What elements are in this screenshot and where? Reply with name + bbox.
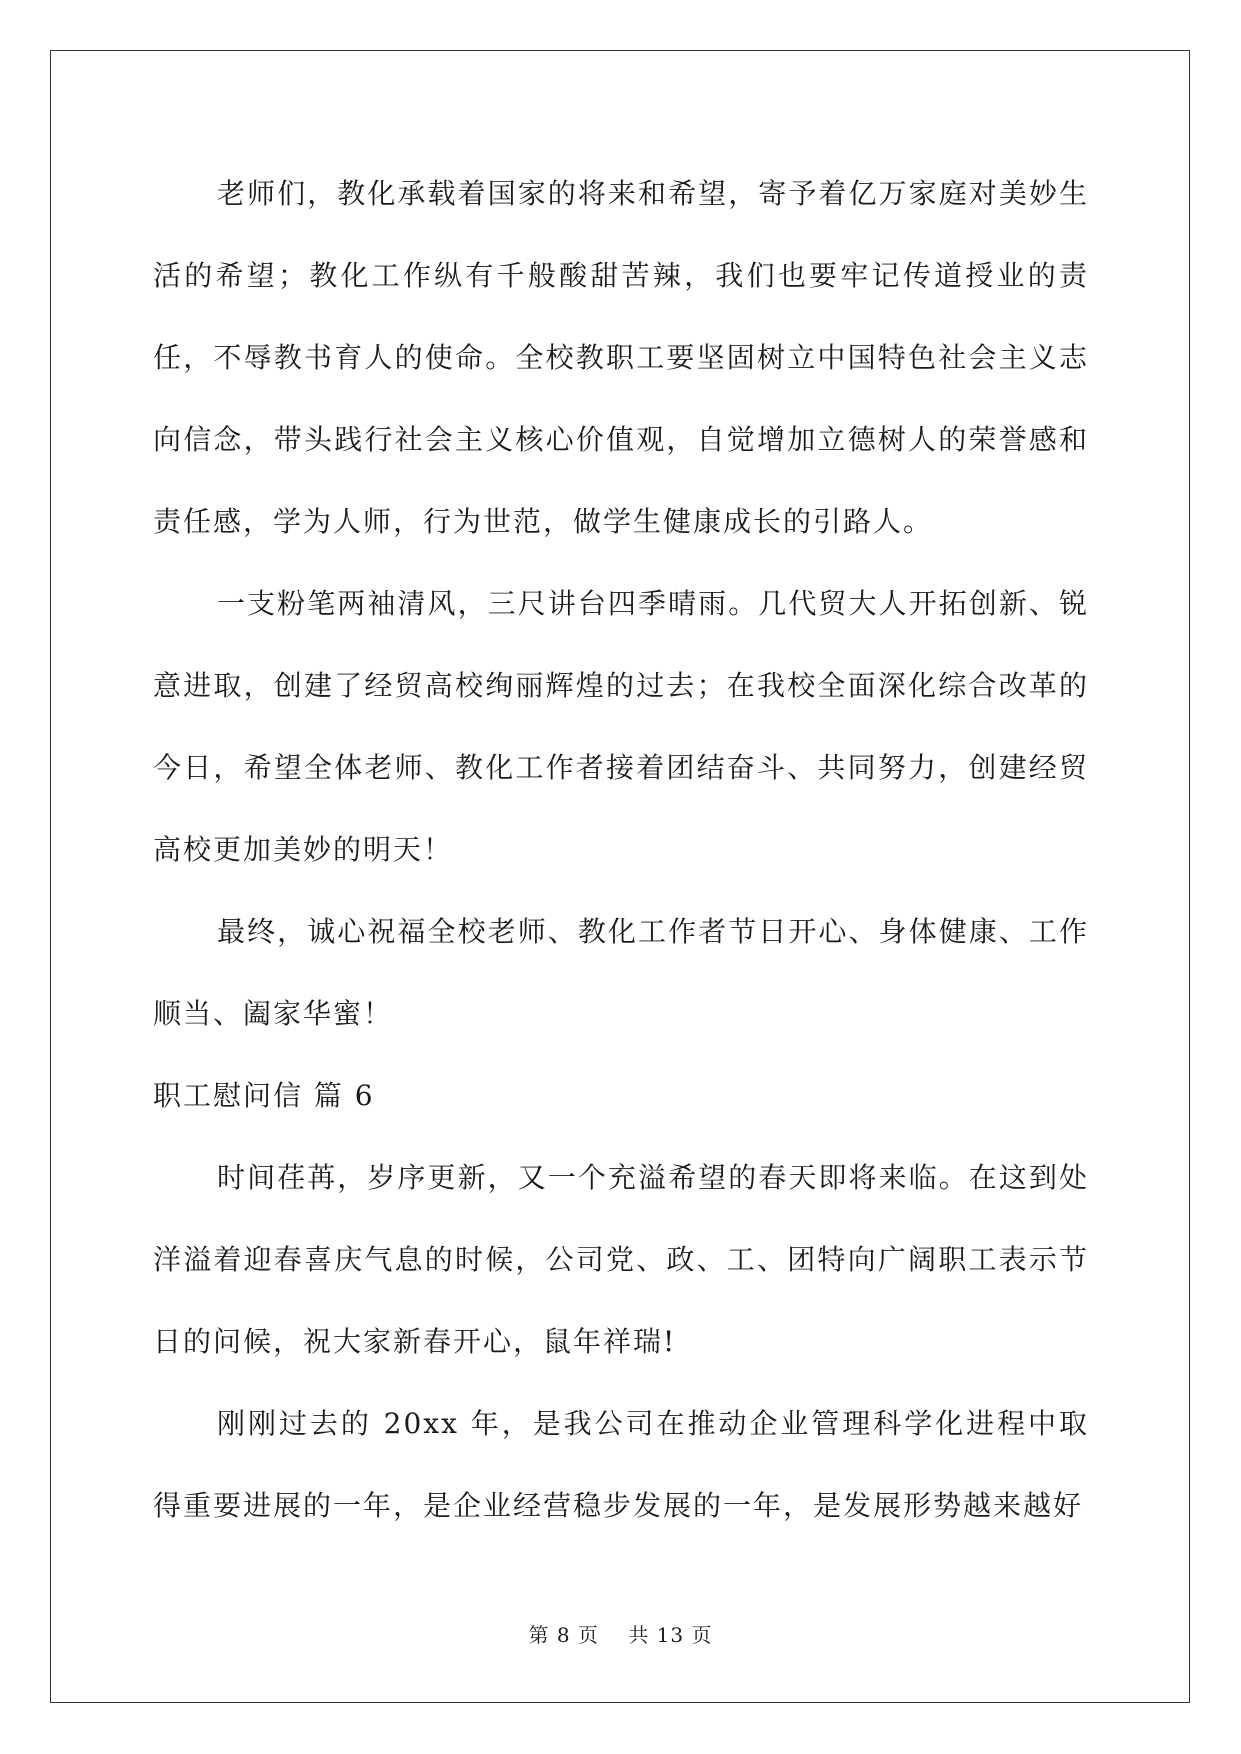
paragraph-spring-greeting: 时间荏苒，岁序更新，又一个充溢希望的春天即将来临。在这到处洋溢着迎春喜庆气息的时候，公司党、政、工、团特向广阔职工表示节日的问候，祝大家新春开心，鼠年祥瑞! — [153, 1161, 1089, 1358]
paragraph-chalk-and-podium: 一支粉笔两袖清风，三尺讲台四季晴雨。几代贸大人开拓创新、锐意进取，创建了经贸高校绚丽辉煌的过去；在我校全面深化综合改革的今日，希望全体老师、教化工作者接着团结奋斗、共同努力，创建经贸高校更加美妙的明天！ — [153, 587, 1089, 866]
section-heading: 职工慰问信 篇 6 — [153, 1079, 375, 1112]
paragraph-final-wishes: 最终，诚心祝福全校老师、教化工作者节日开心、身体健康、工作顺当、阖家华蜜！ — [153, 915, 1089, 1030]
page-total: 共 13 页 — [628, 1623, 713, 1647]
paragraph-teachers-mission: 老师们，教化承载着国家的将来和希望，寄予着亿万家庭对美妙生活的希望；教化工作纵有千般酸甜苦辣，我们也要牢记传道授业的责任，不辱教书育人的使命。全校教职工要坚固树立中国特色社会主义志向信念，带头践行社会主义核心价值观，自觉增加立德树人的荣誉感和责任感，学为人师，行为世范，做学生健康成长的引路人。 — [153, 177, 1089, 538]
page-footer — [0, 1619, 1241, 1648]
document-body — [153, 153, 1089, 1547]
page-number: 第 8 页 — [528, 1623, 599, 1647]
paragraph-year-review: 刚刚过去的 20xx 年，是我公司在推动企业管理科学化进程中取得重要进展的一年，是企业经营稳步发展的一年，是发展形势越来越好 — [153, 1407, 1089, 1522]
